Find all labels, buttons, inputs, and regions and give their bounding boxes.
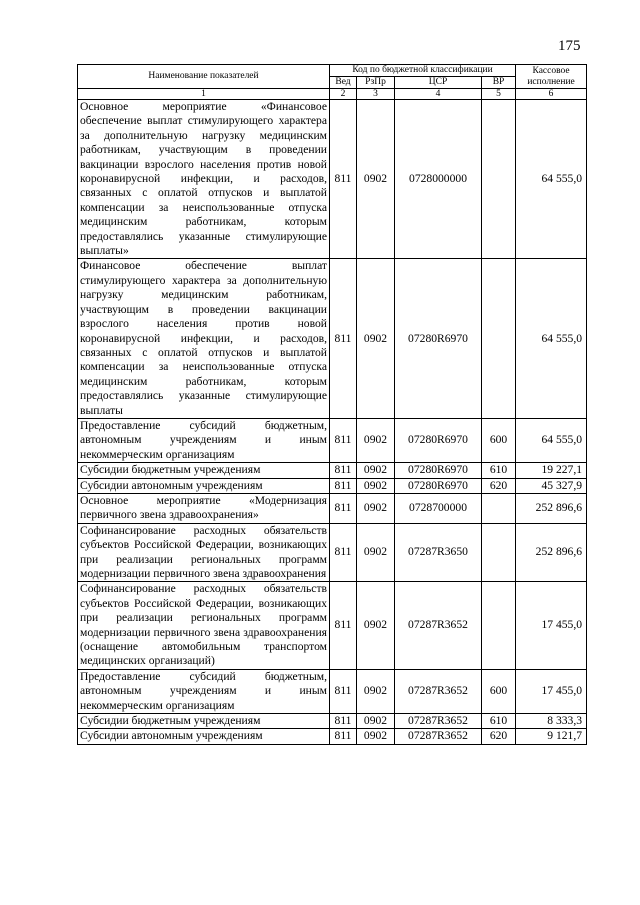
row-rzpr: 0902 bbox=[357, 669, 395, 713]
row-csr: 07287R3652 bbox=[395, 714, 482, 729]
row-ved: 811 bbox=[330, 418, 357, 462]
row-rzpr: 0902 bbox=[357, 100, 395, 259]
row-name: Субсидии автономным учреждениям bbox=[78, 478, 330, 493]
row-rzpr: 0902 bbox=[357, 523, 395, 582]
row-name: Софинансирование расходных обязательств субъектов Российской Федерации, возникающих при реализации региональных программ модернизации первичного звена здравоохранения (оснащение автомобильным транспортом медицинских организаций) bbox=[78, 582, 330, 669]
row-vr: 620 bbox=[482, 478, 516, 493]
header-rzpr: РзПр bbox=[357, 77, 395, 89]
row-ved: 811 bbox=[330, 582, 357, 669]
row-ved: 811 bbox=[330, 259, 357, 418]
page-number: 175 bbox=[558, 38, 581, 54]
row-vr: 610 bbox=[482, 463, 516, 478]
row-amount: 64 555,0 bbox=[516, 418, 587, 462]
row-csr: 07287R3652 bbox=[395, 729, 482, 744]
table-row bbox=[78, 669, 587, 713]
header-num: 6 bbox=[516, 89, 587, 100]
row-amount: 8 333,3 bbox=[516, 714, 587, 729]
row-vr bbox=[482, 582, 516, 669]
table-row bbox=[78, 463, 587, 478]
row-vr bbox=[482, 493, 516, 523]
row-rzpr: 0902 bbox=[357, 582, 395, 669]
row-csr: 07287R3650 bbox=[395, 523, 482, 582]
row-vr: 600 bbox=[482, 669, 516, 713]
header-num: 4 bbox=[395, 89, 482, 100]
table-row bbox=[78, 418, 587, 462]
row-amount: 17 455,0 bbox=[516, 669, 587, 713]
table-row bbox=[78, 714, 587, 729]
row-csr: 07280R6970 bbox=[395, 478, 482, 493]
row-vr bbox=[482, 100, 516, 259]
row-amount: 252 896,6 bbox=[516, 523, 587, 582]
row-vr bbox=[482, 259, 516, 418]
header-vr: ВР bbox=[482, 77, 516, 89]
row-rzpr: 0902 bbox=[357, 714, 395, 729]
row-rzpr: 0902 bbox=[357, 493, 395, 523]
row-amount: 64 555,0 bbox=[516, 259, 587, 418]
row-amount: 64 555,0 bbox=[516, 100, 587, 259]
header-num: 5 bbox=[482, 89, 516, 100]
row-name: Основное мероприятие «Модернизация первичного звена здравоохранения» bbox=[78, 493, 330, 523]
row-name: Субсидии бюджетным учреждениям bbox=[78, 714, 330, 729]
row-ved: 811 bbox=[330, 463, 357, 478]
header-num: 1 bbox=[78, 89, 330, 100]
row-name: Предоставление субсидий бюджетным, автономным учреждениям и иным некоммерческим организациям bbox=[78, 418, 330, 462]
row-amount: 17 455,0 bbox=[516, 582, 587, 669]
row-rzpr: 0902 bbox=[357, 478, 395, 493]
row-csr: 07287R3652 bbox=[395, 582, 482, 669]
row-ved: 811 bbox=[330, 729, 357, 744]
budget-table bbox=[77, 64, 587, 745]
table-row bbox=[78, 729, 587, 744]
table-row bbox=[78, 493, 587, 523]
row-ved: 811 bbox=[330, 714, 357, 729]
row-csr: 07287R3652 bbox=[395, 669, 482, 713]
row-csr: 0728000000 bbox=[395, 100, 482, 259]
row-amount: 19 227,1 bbox=[516, 463, 587, 478]
table-row bbox=[78, 478, 587, 493]
table-row bbox=[78, 582, 587, 669]
table-row bbox=[78, 100, 587, 259]
header-amount: Кассовое исполнение bbox=[516, 65, 587, 89]
table-row bbox=[78, 523, 587, 582]
row-rzpr: 0902 bbox=[357, 259, 395, 418]
header-name: Наименование показателей bbox=[78, 65, 330, 89]
row-vr: 600 bbox=[482, 418, 516, 462]
row-vr: 610 bbox=[482, 714, 516, 729]
row-rzpr: 0902 bbox=[357, 729, 395, 744]
row-rzpr: 0902 bbox=[357, 418, 395, 462]
row-csr: 07280R6970 bbox=[395, 418, 482, 462]
row-ved: 811 bbox=[330, 493, 357, 523]
row-ved: 811 bbox=[330, 669, 357, 713]
row-ved: 811 bbox=[330, 100, 357, 259]
header-num: 2 bbox=[330, 89, 357, 100]
header-ved: Вед bbox=[330, 77, 357, 89]
row-csr: 0728700000 bbox=[395, 493, 482, 523]
row-amount: 252 896,6 bbox=[516, 493, 587, 523]
row-rzpr: 0902 bbox=[357, 463, 395, 478]
row-name: Субсидии автономным учреждениям bbox=[78, 729, 330, 744]
row-ved: 811 bbox=[330, 523, 357, 582]
row-csr: 07280R6970 bbox=[395, 259, 482, 418]
row-name: Предоставление субсидий бюджетным, автономным учреждениям и иным некоммерческим организациям bbox=[78, 669, 330, 713]
row-amount: 9 121,7 bbox=[516, 729, 587, 744]
table-row bbox=[78, 259, 587, 418]
row-name: Субсидии бюджетным учреждениям bbox=[78, 463, 330, 478]
row-amount: 45 327,9 bbox=[516, 478, 587, 493]
row-name: Основное мероприятие «Финансовое обеспечение выплат стимулирующего характера за дополнительную нагрузку медицинским работникам, участвующим в проведении вакцинации взрослого населения против новой коронавирусной инфекции, и расходов, связанных с оплатой отпусков и выплатой компенсации за неиспользованные отпуска медицинским работникам, которым предоставлялись указанные стимулирующие выплаты» bbox=[78, 100, 330, 259]
row-csr: 07280R6970 bbox=[395, 463, 482, 478]
header-num: 3 bbox=[357, 89, 395, 100]
row-ved: 811 bbox=[330, 478, 357, 493]
row-vr bbox=[482, 523, 516, 582]
header-csr: ЦСР bbox=[395, 77, 482, 89]
row-name: Финансовое обеспечение выплат стимулирующего характера за дополнительную нагрузку медицинским работникам, участвующим в проведении вакцинации взрослого населения против новой коронавирусной инфекции, и расходов, связанных с оплатой отпусков и выплатой компенсации за неиспользованные отпуска медицинским работникам, которым предоставлялись указанные стимулирующие выплаты bbox=[78, 259, 330, 418]
header-code-group: Код по бюджетной классификации bbox=[330, 65, 516, 77]
row-vr: 620 bbox=[482, 729, 516, 744]
row-name: Софинансирование расходных обязательств субъектов Российской Федерации, возникающих при реализации региональных программ модернизации первичного звена здравоохранения bbox=[78, 523, 330, 582]
